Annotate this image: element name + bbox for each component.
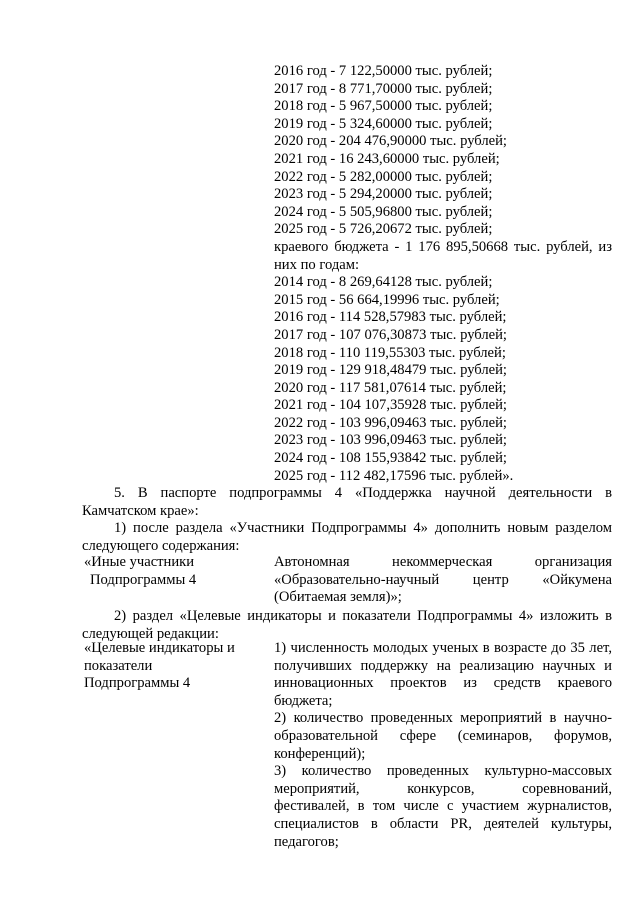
participants-label-line-2: Подпрограммы 4 <box>90 571 197 588</box>
indicators-label-line-1: «Целевые индикаторы и <box>84 640 235 656</box>
regional-year-line: 2021 год - 104 107,35928 тыс. рублей; <box>274 397 507 414</box>
federal-year-line: 2025 год - 5 726,20672 тыс. рублей; <box>274 221 493 238</box>
participants-row <box>82 554 612 608</box>
indicator-line: образовательной сфере (семинаров, форумов, <box>274 727 612 744</box>
federal-year-line: 2018 год - 5 967,50000 тыс. рублей; <box>274 98 493 115</box>
regional-year-line: 2020 год - 117 581,07614 тыс. рублей; <box>274 379 507 396</box>
indicator-line: инновационных проектов из средств краевого <box>274 675 612 692</box>
indicator-line: мероприятий, конкурсов, соревнований, <box>274 780 612 797</box>
federal-year-line: 2023 год - 5 294,20000 тыс. рублей; <box>274 186 493 203</box>
federal-year-line: 2020 год - 204 476,90000 тыс. рублей; <box>274 133 507 150</box>
indicator-line: 3) количество проведенных культурно-массовых <box>274 763 612 780</box>
indicator-line: фестивалей, в том числе с участием журналистов, <box>274 798 612 815</box>
indicators-row <box>82 640 612 855</box>
item-5-line-2: Камчатском крае»: <box>82 502 199 519</box>
item-5-paragraph <box>82 485 612 520</box>
item-5-2-line-2: следующей редакции: <box>82 625 219 642</box>
indicators-value <box>274 640 612 851</box>
federal-year-line: 2017 год - 8 771,70000 тыс. рублей; <box>274 80 493 97</box>
indicators-label-line-3: Подпрограммы 4 <box>84 675 191 692</box>
participants-value <box>274 554 612 607</box>
indicator-line: бюджета; <box>274 692 333 709</box>
item-5-2-line-1: 2) раздел «Целевые индикаторы и показатели Подпрограммы 4» изложить в <box>114 608 612 624</box>
regional-budget-total: краевого бюджета - 1 176 895,50668 тыс. рублей, из <box>274 238 612 255</box>
item-5-1-line-2: следующего содержания: <box>82 537 240 554</box>
federal-year-line: 2019 год - 5 324,60000 тыс. рублей; <box>274 115 493 132</box>
item-5-2-paragraph <box>82 608 612 643</box>
regional-year-line: 2019 год - 129 918,48479 тыс. рублей; <box>274 362 507 379</box>
participants-label <box>82 554 262 589</box>
federal-budget-years <box>274 63 612 485</box>
indicator-line: 1) численность молодых ученых в возрасте до 35 лет, <box>274 640 612 656</box>
federal-year-line: 2016 год - 7 122,50000 тыс. рублей; <box>274 63 493 79</box>
indicator-line: 2) количество проведенных мероприятий в научно- <box>274 710 612 727</box>
federal-year-line: 2021 год - 16 243,60000 тыс. рублей; <box>274 150 500 167</box>
regional-year-line: 2014 год - 8 269,64128 тыс. рублей; <box>274 274 493 291</box>
regional-year-line: 2016 год - 114 528,57983 тыс. рублей; <box>274 309 507 326</box>
federal-year-line: 2022 год - 5 282,00000 тыс. рублей; <box>274 168 493 185</box>
item-5-line-1: 5. В паспорте подпрограммы 4 «Поддержка научной деятельности в <box>114 485 612 501</box>
regional-year-line: 2015 год - 56 664,19996 тыс. рублей; <box>274 291 500 308</box>
federal-year-line: 2024 год - 5 505,96800 тыс. рублей; <box>274 203 493 220</box>
indicator-line: специалистов в области PR, деятелей культуры, <box>274 815 612 832</box>
indicator-line: получивших поддержку на реализацию научных и <box>274 657 612 674</box>
regional-year-line: 2024 год - 108 155,93842 тыс. рублей; <box>274 450 507 467</box>
item-5-1-line-1: 1) после раздела «Участники Подпрограммы 4» дополнить новым разделом <box>114 520 612 536</box>
regional-year-line: 2025 год - 112 482,17596 тыс. рублей». <box>274 467 514 484</box>
participants-value-line-2: «Образовательно-научный центр «Ойкумена <box>274 571 612 588</box>
regional-year-line: 2023 год - 103 996,09463 тыс. рублей; <box>274 432 507 449</box>
indicators-label <box>82 640 262 693</box>
indicator-line: конференций); <box>274 745 366 762</box>
regional-year-line: 2018 год - 110 119,55303 тыс. рублей; <box>274 344 506 361</box>
regional-year-line: 2022 год - 103 996,09463 тыс. рублей; <box>274 414 507 431</box>
participants-value-line-1: Автономная некоммерческая организация <box>274 554 612 570</box>
regional-year-line: 2017 год - 107 076,30873 тыс. рублей; <box>274 326 507 343</box>
regional-budget-intro: них по годам: <box>274 256 360 273</box>
participants-value-line-3: (Обитаемая земля)»; <box>274 589 402 606</box>
indicators-label-line-2: показатели <box>84 657 153 674</box>
participants-label-line-1: «Иные участники <box>84 554 195 570</box>
item-5-1-paragraph <box>82 520 612 555</box>
indicator-line: педагогов; <box>274 833 339 850</box>
